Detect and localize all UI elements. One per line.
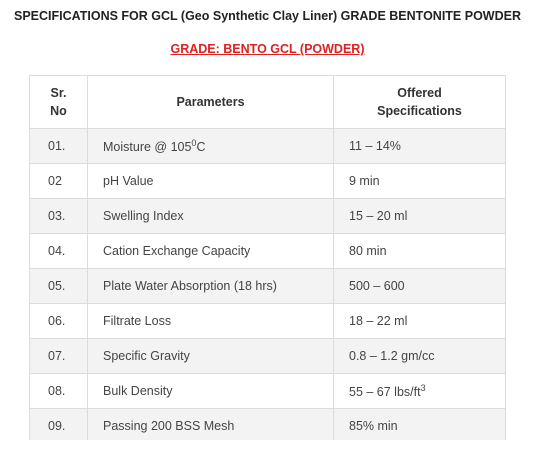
table-row [30,304,506,339]
parameter-cell: Plate Water Absorption (18 hrs) [88,269,334,304]
parameter-cell: Cation Exchange Capacity [88,234,334,269]
table-row [30,129,506,164]
sr-cell: 05. [30,269,88,304]
table-row [30,199,506,234]
table-row [30,234,506,269]
parameter-cell: Passing 200 BSS Mesh [88,409,334,444]
parameter-cell: Swelling Index [88,199,334,234]
table-row [30,409,506,444]
value-text: 55 – 67 lbs/ft [349,385,421,399]
value-superscript: 3 [420,383,426,393]
parameter-cell: Specific Gravity [88,339,334,374]
parameter-suffix: C [196,140,206,154]
header-sr-line2: No [50,104,67,118]
parameter-cell: pH Value [88,164,334,199]
header-offered-line1: Offered [397,86,442,100]
page-title: SPECIFICATIONS FOR GCL (Geo Synthetic Clay Liner) GRADE BENTONITE POWDER [14,9,521,23]
table-row [30,164,506,199]
parameter-text: Moisture @ 105 [103,140,192,154]
sr-cell: 01. [30,129,88,164]
value-cell: 80 min [334,234,506,269]
value-cell [334,374,506,409]
grade-heading: GRADE: BENTO GCL (POWDER) [170,42,365,56]
value-cell: 0.8 – 1.2 gm/cc [334,339,506,374]
table-header-row [30,76,506,129]
sr-cell: 02 [30,164,88,199]
sr-cell: 09. [30,409,88,444]
sr-cell: 08. [30,374,88,409]
parameter-cell [88,129,334,164]
parameter-superscript: 0 [191,138,197,148]
value-cell: 85% min [334,409,506,444]
parameter-cell: Bulk Density [88,374,334,409]
sr-cell: 06. [30,304,88,339]
sr-cell: 03. [30,199,88,234]
value-cell: 500 – 600 [334,269,506,304]
parameter-cell: Filtrate Loss [88,304,334,339]
table-row [30,269,506,304]
header-parameters: Parameters [88,76,334,129]
table-row [30,374,506,409]
value-cell: 15 – 20 ml [334,199,506,234]
table-row [30,339,506,374]
header-sr-line1: Sr. [50,86,67,100]
header-offered-specifications [334,76,506,129]
sr-cell: 04. [30,234,88,269]
header-sr-no [30,76,88,129]
value-cell: 18 – 22 ml [334,304,506,339]
specifications-table [29,75,506,444]
page-bottom-edge [0,440,535,453]
value-cell: 9 min [334,164,506,199]
sr-cell: 07. [30,339,88,374]
value-cell: 11 – 14% [334,129,506,164]
header-offered-line2: Specifications [377,104,462,118]
